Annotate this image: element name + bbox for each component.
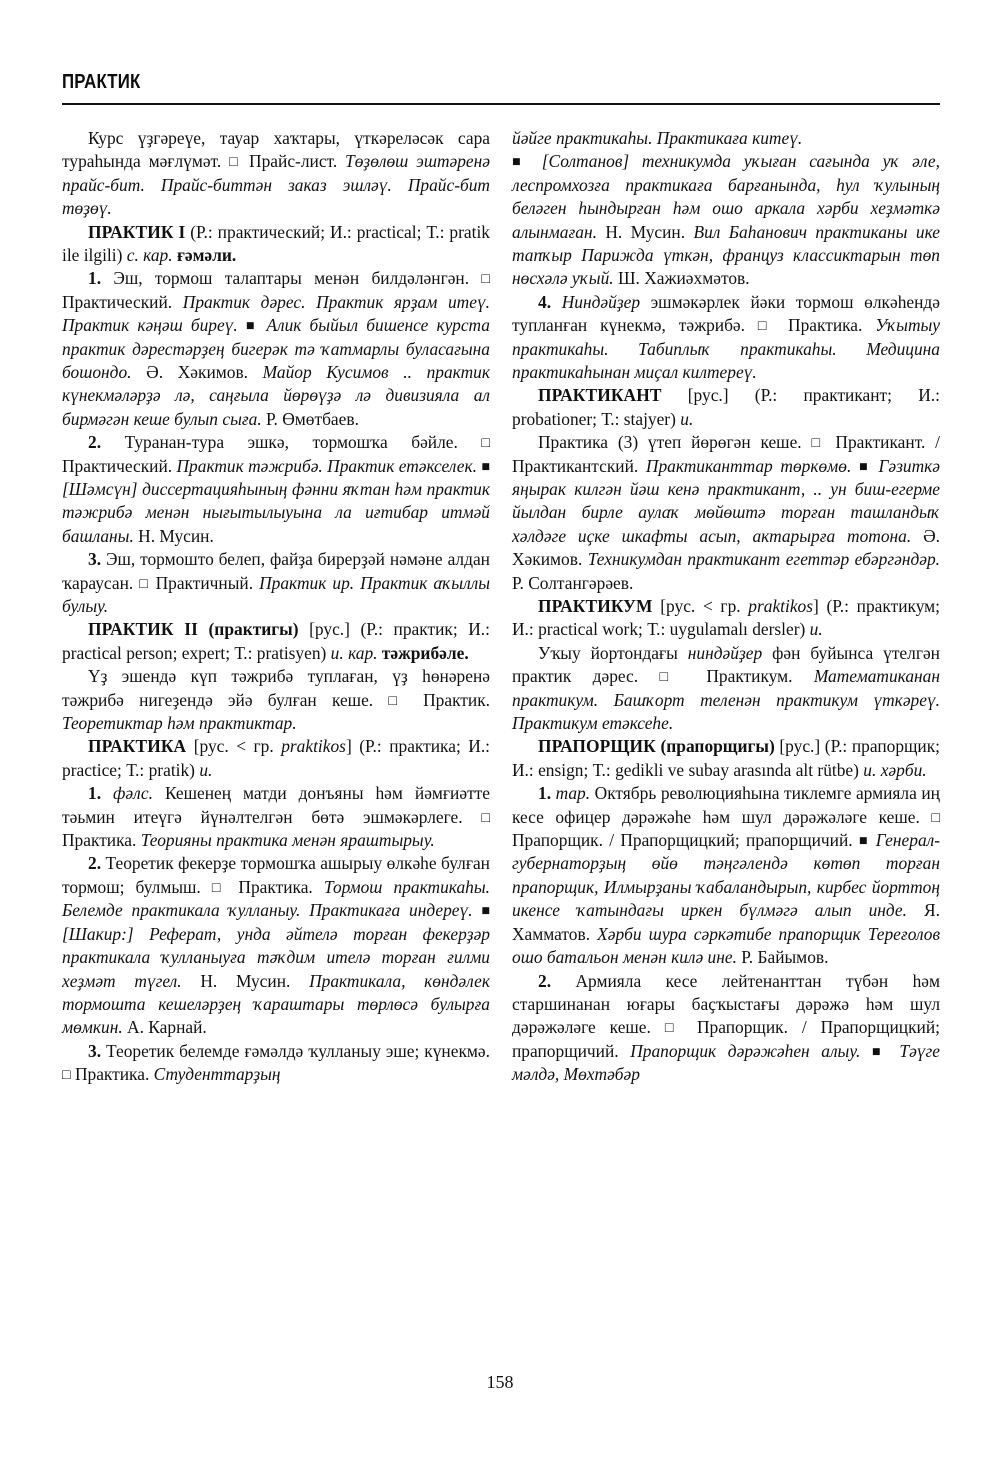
etymon: praktikos (748, 596, 814, 617)
citation-text: Техникумдан практикант егеттәр ебәргәндәр. (587, 549, 941, 570)
black-square-marker (246, 315, 258, 335)
headword: ПРАКТИКУМ (538, 596, 653, 617)
example-phrases: Практик ир. Практик аҡыллы булыу. (62, 572, 491, 617)
entry-head-praktikant (512, 384, 940, 431)
gloss-block: (Р.: практический; И.: practical; Т.: pratik ile ilgili) (62, 221, 490, 265)
gloss-block: (Р.: практикант; И.: probationer; Т.: stajyer) (512, 385, 940, 429)
citation-author: Ә. Хәкимов. (512, 525, 940, 570)
citation-author: Ә. Хәкимов. (146, 361, 263, 382)
definition-text: Октябрь революцияһына тиклемге армияла иң кесе офицер дәрәжәһе һәм шул дәрәжәләге кеше. (512, 783, 940, 827)
entry-head-praktika (62, 735, 490, 782)
citation-text: Вил Баһанович практиканы ике тапҡыр Парижда үткән, француз классиктарын төп нөсхәлә уҡый. (512, 221, 940, 289)
example-phrases: Теоретиктар һәм практиктар. (62, 713, 297, 734)
white-square-marker (139, 573, 149, 593)
russian-equivalent: Практика. (70, 1064, 154, 1085)
sense-number: 4. (538, 291, 552, 312)
black-square-marker (859, 456, 871, 476)
citation-text: Гәзиткә яңырак килгән йәш кенә практикант, .. ун биш-егерме йылдан бирле аулаҡ мөйөштә торған ташландыҡ хәлдәге иҫке шкафты асып, актарырға тотона. (512, 455, 940, 546)
russian-equivalent: Прапорщик. / Прапорщицкий; прапорщичий. (512, 1017, 941, 1061)
definition-text: Эш, тормош талаптары менән билдәләнгән. (113, 268, 482, 289)
citation-text: Майор Кусимов .. практик күнекмәләрҙә лә, саңғыла йөрөүҙә лә дивизияла ал бирмәгән кеше булып сыға. (62, 361, 490, 429)
etymology-source: [рус.] (687, 385, 755, 406)
white-square-marker (62, 1064, 71, 1084)
black-square-marker (481, 456, 490, 476)
citation-author: Р. Өмөтбаев. (266, 408, 359, 429)
definition-text: Практика (3) үтеп йөрөгән кеше. (538, 432, 812, 453)
citation-author: Р. Солтангәрәев. (512, 572, 634, 593)
gloss-block: (Р.: практик; И.: practical person; expert; Т.: pratisyen) (62, 619, 490, 663)
white-square-marker (758, 315, 775, 335)
sense-praktik-1-2 (62, 431, 490, 548)
citation-text: [Шакир:] Реферат, унда әйтелә торған фекерҙәр практикала ҡулланыуға тәҡдим ителә торған ғилми хеҙмәт түгел. (62, 923, 490, 991)
example-phrases: Студенттарҙың (153, 1064, 281, 1085)
black-square-marker (481, 900, 490, 920)
white-square-marker (665, 1017, 683, 1037)
citation-text: Генерал-губернаторҙың өйө тәңгәлендә көтөп торған прапорщик, Илмырҙаны ҡабаландырып, кирбес йорттоң икенсе ҡатындағы иркен бүлмәгә алып инде. (512, 830, 941, 921)
grammar-label: и. кар. (330, 642, 378, 663)
right-column (512, 127, 940, 1087)
gloss-block: (Р.: практика; И.: practice; Т.: pratik) (62, 736, 491, 780)
russian-equivalent: Практикант. / Практикантский. (512, 432, 940, 476)
citation-author: Н. Мусин. (138, 525, 214, 546)
russian-equivalent: Практика. (227, 876, 324, 897)
headword: ПРАКТИК II (88, 619, 198, 640)
etymology-source: [рус. < гр. praktikos] (193, 736, 360, 757)
citation-author: Я. Хамматов. (512, 900, 940, 944)
definition-text: Кешенең матди донъяны һәм йәмғиәтте тәьмин итеүгә йүнәлтелгән бөтә эшмәкәрлеге. (62, 783, 490, 827)
etymology-source: [рус.] (779, 736, 825, 757)
russian-equivalent: Практик. (407, 689, 490, 710)
entry-head-praporshchik (512, 735, 940, 782)
white-square-marker (481, 268, 490, 288)
sense-number: 2. (88, 853, 102, 874)
sense-praktik-1-1 (62, 267, 490, 431)
headword: ПРАКТИКА (88, 736, 187, 757)
white-square-marker (481, 432, 490, 452)
citation-author: А. Карнай. (127, 1017, 207, 1038)
gloss-block: (Р.: прапорщик; И.: ensign; Т.: gedikli ve subay arasında alt rütbe) (512, 736, 940, 780)
example-phrases: Практик дәрес. Практик ярҙам итеү. Практик кәңәш биреү. (62, 291, 490, 336)
white-square-marker (811, 432, 825, 452)
grammar-label: и. (809, 619, 823, 640)
white-square-marker (931, 807, 940, 827)
sense-praktika-3 (62, 1040, 490, 1087)
black-square-marker (859, 830, 870, 850)
sense-praktikant-body (512, 431, 940, 595)
definition-text: Үҙ эшендә күп тәжрибә туплаған, үҙ һөнәренә тәжрибә нигеҙендә эйә булған кеше. (62, 666, 490, 710)
sense-number: 3. (88, 549, 102, 570)
example-phrases: Практик тәжрибә. Практик етәкселек. (176, 455, 482, 476)
citation-text: [Шәмсүн] диссертацияһының фәнни яҡтан һәм практик тәжрибә менән нығытылыуына ла иғтибар итмәй башланы. (62, 478, 490, 546)
definition-text: Курс үҙгәреүе, тауар хаҡтары, үткәреләсәк сара тураһында мәғлүмәт. (62, 127, 490, 172)
sense-number: 2. (538, 970, 552, 991)
usage-label: тар. (555, 783, 591, 804)
citation-text: Хәрби шура сәркәтибе прапорщик Тереғолов ошо батальон менән килә ине. (512, 923, 940, 968)
example-phrases: Теорияны практика менән яраштырыу. (140, 830, 435, 851)
white-square-marker (212, 877, 227, 897)
white-square-marker (659, 666, 685, 686)
grammar-label: и. хәрби. (863, 759, 927, 780)
sense-number: 1. (88, 783, 102, 804)
entry-head-praktikum (512, 595, 940, 642)
header-rule (62, 103, 940, 105)
sense-praktika-4 (512, 291, 940, 385)
definition-text: фән буйынса үтелгән практик дәрес. (512, 642, 940, 687)
russian-equivalent: Практика. (775, 315, 876, 336)
definition-text: Туранан-тура эшкә, тормошҡа бәйле. (124, 432, 482, 453)
example-phrases: Математиканан практикум. Башҡорт теленән практикум үткәреү. Практикум етәксеһе. (512, 666, 940, 734)
page-number: 158 (486, 1372, 514, 1392)
sense-praktika-1 (62, 782, 490, 852)
black-square-marker (512, 151, 529, 171)
example-phrases: йәйге практикаһы. Практикаға китеү. (512, 127, 803, 148)
etymon: praktikos (281, 736, 346, 757)
citation-text: [Солтанов] техникумда уҡыған сағында уҡ әле, леспромхозға практикаға барғанында, һул ҡулының беләген һындырған һәм ошо аркала хәрби хеҙмәткә алынмаған. (512, 151, 940, 242)
example-phrases: Практиканттар төркөмө. (645, 455, 859, 476)
sense-praktika-2 (62, 852, 490, 1039)
definition-lead: ниндәйҙер (687, 642, 763, 663)
russian-equivalent: Практикум. (685, 666, 814, 687)
usage-label: фәлс. (113, 783, 153, 804)
russian-equivalent: Практический. (62, 291, 183, 312)
entry-head-praktik-1 (62, 221, 490, 268)
white-square-marker (229, 151, 241, 171)
definition-text: эшмәкәрлек йәки тормош өлкәһендә тупланған күнекмә, тәжрибә. (512, 291, 940, 336)
gloss-block: (Р.: практикум; И.: practical work; Т.: uygulamalı dersler) (512, 596, 941, 640)
sense-praporshchik-1 (512, 782, 940, 969)
sense-praktikum-body (512, 642, 940, 736)
grammar-label: и. (199, 759, 213, 780)
white-square-marker (481, 807, 490, 827)
sense-praporshchik-2 (512, 970, 940, 1087)
entry-body-prays-bit (62, 127, 490, 221)
headword: ПРАКТИКАНТ (538, 385, 662, 406)
headword: ПРАПОРЩИК (538, 736, 656, 757)
homograph-numeral: I (178, 221, 186, 242)
citation-author: Ш. Хажиәхмәтов. (617, 268, 750, 289)
definition-text: Теоретик фекерҙе тормошҡа ашырыу өлкәһе булған тормош; булмыш. (62, 853, 490, 897)
sense-praktika-3-continued (512, 127, 940, 291)
citation-text: Практикала, көндәлек тормошта кешеләрҙең ҡараштары төрлөсә булырға мөмкин. (62, 970, 490, 1038)
grammar-label: с. кар. (126, 244, 173, 265)
definition-text: Эш, тормошто белеп, файҙа бирерҙәй нәмәне алдан ҡараусан. (62, 549, 490, 593)
sense-praktik-1-3 (62, 548, 490, 618)
russian-equivalent: Практический. (62, 455, 177, 476)
example-phrases: Тормош практикаһы. Белемде практикала ҡулланыу. Практикаға индереү. (62, 876, 490, 921)
example-phrases: Прапорщик дәрәжәһен алыу. (630, 1040, 872, 1061)
sense-number: 1. (538, 783, 552, 804)
running-head: ПРАКТИК (62, 70, 141, 93)
definition-text: Теоретик белемде ғәмәлдә ҡулланыу эше; күнекмә. (106, 1040, 490, 1061)
example-phrases: Төҙөлөш эштәренә прайс-бит. Прайс-биттән заказ эшләү. Прайс-бит төҙөү. (62, 151, 490, 219)
entry-head-praktik-2 (62, 618, 490, 665)
citation-author: Р. Байымов. (741, 947, 829, 968)
etymology-source: [рус. < гр. praktikos] (660, 596, 827, 617)
russian-equivalent: Прапорщик. / Прапорщицкий; прапорщичий. (512, 830, 859, 851)
sense-praktik-2-body (62, 665, 490, 735)
russian-equivalent: Практика. (62, 830, 141, 851)
two-column-body (62, 127, 940, 1087)
example-phrases: Уҡытыу практикаһы. Табиплыҡ практикаһы. Медицина практикаһынан миҫал килтереү. (512, 315, 941, 382)
headword: ПРАКТИК (88, 221, 174, 242)
cross-reference: ғәмәли. (176, 244, 237, 265)
sense-number: 1. (88, 268, 102, 289)
definition-lead: Ниндәйҙер (561, 291, 641, 312)
sense-number: 2. (88, 432, 102, 453)
grammar-label: и. (680, 408, 694, 429)
black-square-marker (872, 1041, 888, 1061)
left-column (62, 127, 490, 1087)
inflected-form: (прапорщигы) (660, 736, 775, 757)
definition-text: Армияла кесе лейтенанттан түбән һәм старшинанан юғары баҫҡыстағы дәрәжә һәм шул дәрәжәләге кеше. (512, 970, 940, 1038)
sense-number: 3. (88, 1040, 102, 1061)
citation-text: Алик быйыл бишенсе курста практик дәрестәрҙең бигерәк тә ҡатмарлы буласағына бошондо. (62, 315, 491, 382)
inflected-form: (практигы) (208, 619, 299, 640)
white-square-marker (388, 690, 408, 710)
cross-reference: тәжрибәле. (381, 642, 469, 663)
russian-equivalent: Прайс-лист. (241, 151, 346, 172)
citation-author: Н. Мусин. (605, 221, 694, 242)
etymology-source: [рус.] (309, 619, 361, 640)
citation-text: Тәүге мәлдә, Мөхтәбәр (512, 1040, 940, 1085)
russian-equivalent: Практичный. (149, 572, 260, 593)
definition-text: Уҡыу йортондағы (538, 642, 688, 663)
citation-author: Н. Мусин. (200, 970, 310, 991)
